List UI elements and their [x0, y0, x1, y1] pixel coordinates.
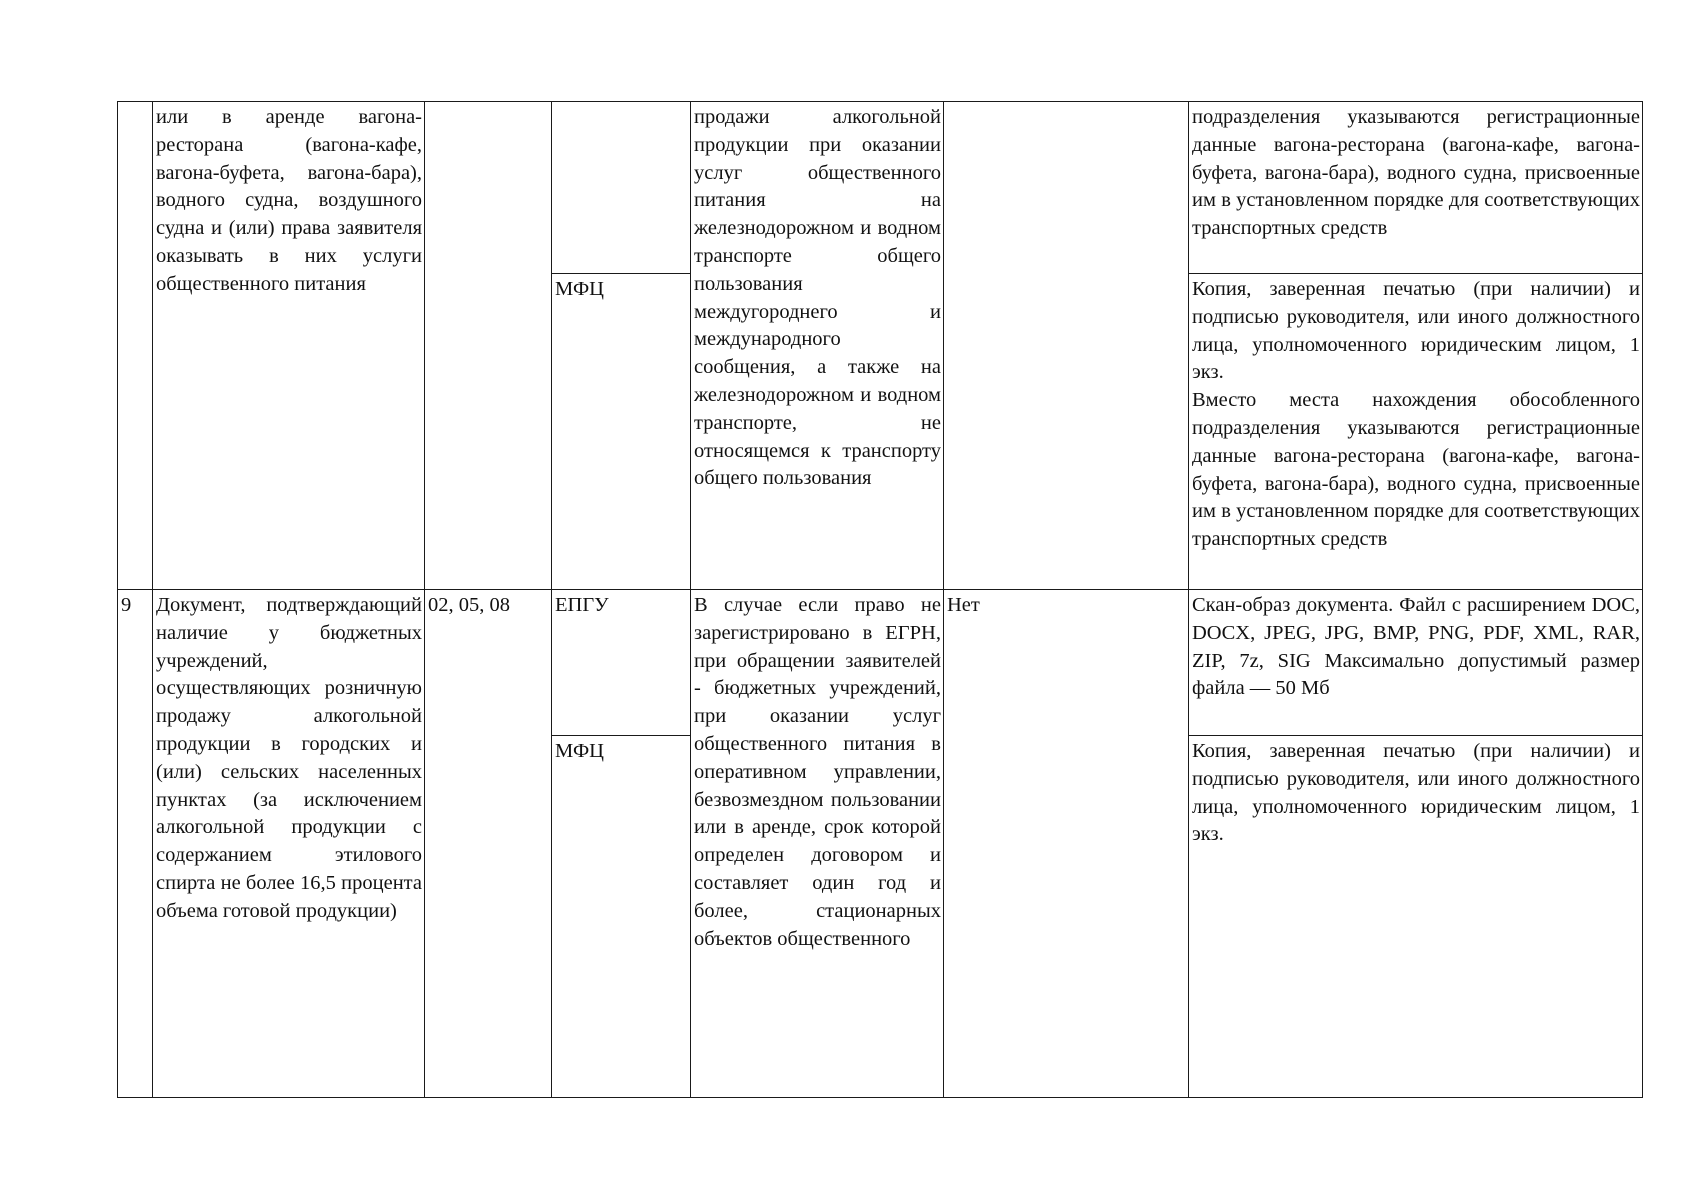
requirements-mfc-copy-text: Копия, заверенная печатью (при наличии) и подписью руководителя, или иного должностного лица, уполномоченного юридическим лицом, 1 экз. — [1192, 278, 1640, 384]
cell-channel-mfc-continued: МФЦ — [552, 274, 691, 590]
cell-channel-epgu-continued — [552, 102, 691, 274]
cell-document-name-9: Документ, подтверждающий наличие у бюджетных учреждений, осуществляющих розничную продажу алкогольной продукции в городских и (или) сельских населенных пунктах (за исключением алкогольной продукции с содержанием этилового спирта не более 16,5 процента объема готовой продукции) — [153, 590, 425, 1098]
requirements-mfc-location-text: Вместо места нахождения обособленного подразделения указываются регистрационные данные вагона-ресторана (вагона-кафе, вагона-буфета, вагона-бара), водного судна, присвоенные им в установленном порядке для соответствующих транспортных средств — [1192, 389, 1640, 551]
cell-extra-continued — [944, 102, 1189, 590]
cell-extra-9: Нет — [944, 590, 1189, 1098]
cell-number-9: 9 — [118, 590, 153, 1098]
cell-channel-mfc-9: МФЦ — [552, 736, 691, 1098]
cell-requirements-epgu-9: Скан-образ документа. Файл с расширением DOC, DOCX, JPEG, JPG, BMP, PNG, PDF, XML, RAR, ZIP, 7z, SIG Максимально допустимый размер файла — 50 Мб — [1189, 590, 1643, 736]
cell-codes-9: 02, 05, 08 — [425, 590, 552, 1098]
table-row-9-top — [118, 590, 1643, 736]
document-table — [117, 101, 1643, 1098]
cell-number-continued — [118, 102, 153, 590]
table-row-continued-top — [118, 102, 1643, 274]
cell-requirements-mfc-9: Копия, заверенная печатью (при наличии) и подписью руководителя, или иного должностного лица, уполномоченного юридическим лицом, 1 экз. — [1189, 736, 1643, 1098]
cell-condition-9: В случае если право не зарегистрировано в ЕГРН, при обращении заявителей - бюджетных учреждений, при оказании услуг общественного питания в оперативном управлении, безвозмездном пользовании или в аренде, срок которой определен договором и составляет один год и более, стационарных объектов общественного — [691, 590, 944, 1098]
cell-channel-epgu-9: ЕПГУ — [552, 590, 691, 736]
cell-requirements-mfc-continued — [1189, 274, 1643, 590]
cell-codes-continued — [425, 102, 552, 590]
cell-requirements-epgu-continued: подразделения указываются регистрационные данные вагона-ресторана (вагона-кафе, вагона-буфета, вагона-бара), водного судна, присвоенные им в установленном порядке для соответствующих транспортных средств — [1189, 102, 1643, 274]
cell-document-name-continued: или в аренде вагона-ресторана (вагона-кафе, вагона-буфета, вагона-бара), водного судна, воздушного судна и (или) права заявителя оказывать в них услуги общественного питания — [153, 102, 425, 590]
cell-condition-continued: продажи алкогольной продукции при оказании услуг общественного питания на железнодорожном и водном транспорте общего пользования междугороднего и международного сообщения, а также на железнодорожном и водном транспорте, не относящемся к транспорту общего пользования — [691, 102, 944, 590]
